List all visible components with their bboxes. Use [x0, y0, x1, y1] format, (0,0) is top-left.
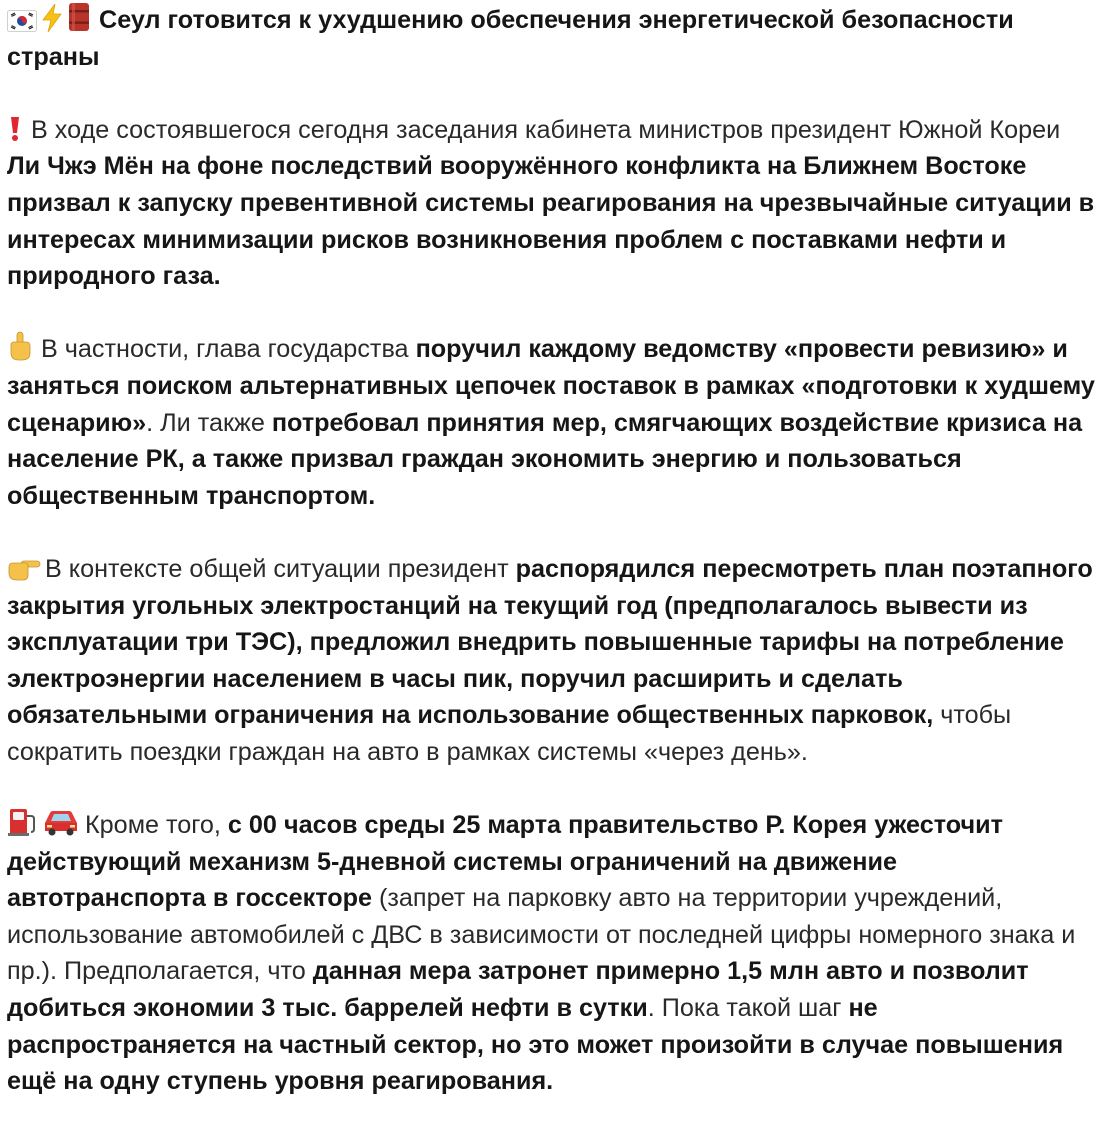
paragraph-bold-text: данная мера затронет примерно 1,5 млн авто и позволит добиться экономии 3 тыс. баррелей нефти в сутки — [7, 957, 1029, 1023]
pointing-right-icon — [7, 557, 41, 581]
paragraph-text: . Пока такой шаг — [647, 994, 849, 1023]
pointing-up-icon — [7, 331, 33, 361]
post-title-text: Сеул готовится к ухудшению обеспечения энергетической безопасности страны — [7, 6, 1014, 71]
paragraph-text: В частности, глава государства — [41, 335, 416, 364]
paragraph-text: (запрет на парковку авто на территории учреждений, использование автомобилей с ДВС в зависимости от последней цифры номерного знака и пр.). Предполагается, что — [7, 884, 1076, 986]
paragraph-text: Кроме того, — [85, 811, 228, 840]
fuel-pump-icon — [7, 807, 37, 837]
paragraph-bold-text: потребовал принятия мер, смягчающих воздействие кризиса на население РК, а также призвал граждан экономить энергию и пользоваться общественным транспортом. — [7, 408, 1083, 510]
paragraph-text: В контексте общей ситуации президент — [45, 554, 516, 583]
paragraph-energy-measures — [7, 551, 1095, 771]
post-title — [7, 2, 1095, 75]
paragraph-transport-restrictions — [7, 807, 1095, 1100]
paragraph-bold-text: с 00 часов среды 25 марта правительство Р. Корея ужесточит действующий механизм 5-дневной системы ограничений на движение автотранспорта в госсекторе — [7, 811, 1003, 913]
lightning-icon — [41, 4, 63, 32]
paragraph-bold-text: поручил каждому ведомству «провести ревизию» и заняться поиском альтернативных цепочек поставок в рамках «подготовки к худшему сценарию» — [7, 335, 1095, 437]
exclamation-icon — [7, 116, 23, 142]
paragraph-bold-text: не распространяется на частный сектор, но это может произойти в случае повышения ещё на одну ступень уровня реагирования. — [7, 994, 1064, 1096]
paragraph-text: В ходе состоявшегося сегодня заседания кабинета министров президент Южной Кореи — [31, 115, 1061, 144]
paragraph-text: чтобы сократить поездки граждан на авто в рамках системы «через день». — [7, 701, 1012, 766]
paragraph-bold-text: распорядился пересмотреть план поэтапного закрытия угольных электростанций на текущий год (предполагалось вывести из эксплуатации три ТЭС), предложил внедрить повышенные тарифы на потребление электроэнергии населением в часы пик, поручил расширить и сделать обязательными ограничения на использование общественных парковок, — [7, 554, 1093, 730]
post-body — [7, 0, 1095, 1136]
paragraph-cabinet-meeting — [7, 112, 1095, 295]
paragraph-text: . Ли также — [146, 408, 272, 437]
paragraph-bold-text: Ли Чжэ Мён на фоне последствий вооружённого конфликта на Ближнем Востоке призвал к запуску превентивной системы реагирования на чрезвычайные ситуации в интересах минимизации рисков возникновения проблем с поставками нефти и природного газа. — [7, 152, 1095, 291]
car-icon — [41, 807, 81, 837]
paragraph-instructions — [7, 331, 1095, 514]
oil-barrel-icon — [67, 2, 91, 32]
south-korea-flag-icon — [7, 10, 37, 32]
